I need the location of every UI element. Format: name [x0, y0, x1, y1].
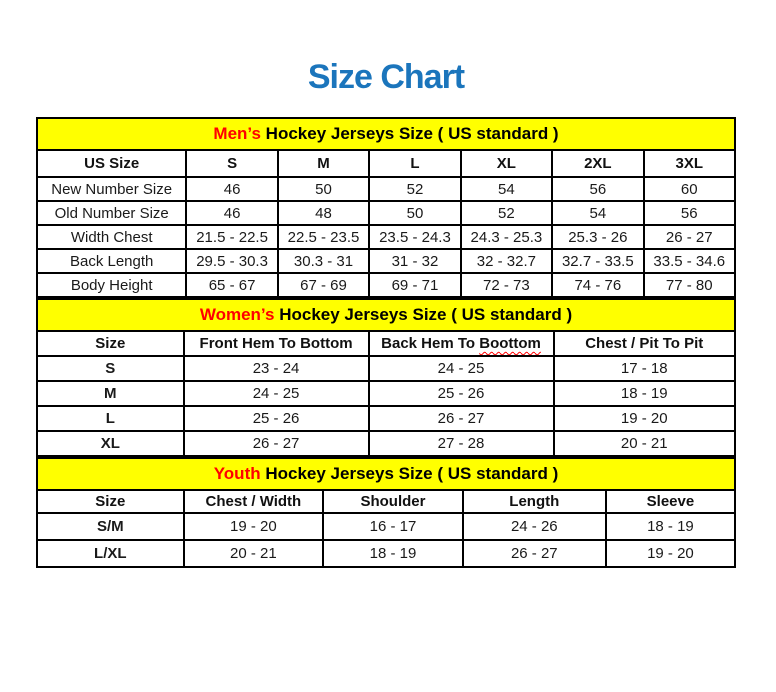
womens-header-row [37, 331, 735, 356]
column-header: Sleeve [606, 490, 735, 513]
row-label: M [37, 381, 184, 406]
column-header: Back Hem To Boottom [369, 331, 554, 356]
size-value-cell: 18 - 19 [323, 540, 463, 567]
size-value-cell: 69 - 71 [369, 273, 460, 297]
size-value-cell: 46 [186, 201, 277, 225]
size-value-cell: 25 - 26 [184, 406, 369, 431]
row-label: L/XL [37, 540, 184, 567]
size-value-cell: 56 [552, 177, 643, 201]
youth-size-table [36, 457, 736, 568]
size-value-cell: 24.3 - 25.3 [461, 225, 552, 249]
page-title: Size Chart [307, 58, 465, 96]
size-value-cell: 20 - 21 [184, 540, 324, 567]
mens-section-title: Men’s Hockey Jerseys Size ( US standard ) [37, 118, 735, 150]
mens-header-row [37, 150, 735, 177]
size-value-cell: 46 [186, 177, 277, 201]
size-value-cell: 52 [369, 177, 460, 201]
size-chart-page [36, 0, 736, 568]
table-row [37, 356, 735, 381]
size-value-cell: 29.5 - 30.3 [186, 249, 277, 273]
size-value-cell: 48 [278, 201, 369, 225]
table-row [37, 177, 735, 201]
size-value-cell: 52 [461, 201, 552, 225]
size-value-cell: 21.5 - 22.5 [186, 225, 277, 249]
size-value-cell: 19 - 20 [606, 540, 735, 567]
size-value-cell: 33.5 - 34.6 [644, 249, 735, 273]
size-value-cell: 26 - 27 [369, 406, 554, 431]
size-value-cell: 54 [552, 201, 643, 225]
size-value-cell: 24 - 25 [184, 381, 369, 406]
womens-section-title-highlight: Women’s [199, 305, 275, 325]
size-value-cell: 67 - 69 [278, 273, 369, 297]
table-row [37, 381, 735, 406]
size-value-cell: 77 - 80 [644, 273, 735, 297]
size-value-cell: 30.3 - 31 [278, 249, 369, 273]
mens-size-table [36, 117, 736, 298]
size-value-cell: 32.7 - 33.5 [552, 249, 643, 273]
size-value-cell: 54 [461, 177, 552, 201]
row-label: Old Number Size [37, 201, 186, 225]
column-header: US Size [37, 150, 186, 177]
column-header: Size [37, 331, 184, 356]
size-value-cell: 25.3 - 26 [552, 225, 643, 249]
size-value-cell: 23 - 24 [184, 356, 369, 381]
size-value-cell: 20 - 21 [554, 431, 735, 456]
row-label: Width Chest [37, 225, 186, 249]
size-value-cell: 18 - 19 [606, 513, 735, 540]
column-header: XL [461, 150, 552, 177]
womens-section-band [37, 299, 735, 331]
youth-section-title-highlight: Youth [213, 464, 261, 484]
size-value-cell: 56 [644, 201, 735, 225]
mens-section-title-highlight: Men’s [213, 124, 261, 144]
table-row [37, 273, 735, 297]
table-row [37, 225, 735, 249]
womens-size-table [36, 298, 736, 457]
size-value-cell: 16 - 17 [323, 513, 463, 540]
size-value-cell: 26 - 27 [463, 540, 606, 567]
mens-section-band [37, 118, 735, 150]
size-value-cell: 50 [369, 201, 460, 225]
column-header: S [186, 150, 277, 177]
size-value-cell: 24 - 26 [463, 513, 606, 540]
youth-section-band [37, 458, 735, 490]
row-label: XL [37, 431, 184, 456]
row-label: L [37, 406, 184, 431]
table-row [37, 249, 735, 273]
size-value-cell: 27 - 28 [369, 431, 554, 456]
size-value-cell: 22.5 - 23.5 [278, 225, 369, 249]
row-label: Body Height [37, 273, 186, 297]
size-value-cell: 17 - 18 [554, 356, 735, 381]
misspelled-word: Boottom [479, 335, 541, 353]
column-header: Size [37, 490, 184, 513]
size-value-cell: 32 - 32.7 [461, 249, 552, 273]
column-header: L [369, 150, 460, 177]
size-value-cell: 26 - 27 [184, 431, 369, 456]
table-row [37, 431, 735, 456]
column-header: Chest / Pit To Pit [554, 331, 735, 356]
size-tables [36, 117, 736, 568]
size-value-cell: 23.5 - 24.3 [369, 225, 460, 249]
youth-section-title: Youth Hockey Jerseys Size ( US standard ) [37, 458, 735, 490]
size-value-cell: 60 [644, 177, 735, 201]
size-value-cell: 19 - 20 [554, 406, 735, 431]
table-row [37, 540, 735, 567]
size-value-cell: 50 [278, 177, 369, 201]
column-header: M [278, 150, 369, 177]
youth-header-row [37, 490, 735, 513]
womens-section-title: Women’s Hockey Jerseys Size ( US standard ) [37, 299, 735, 331]
size-value-cell: 31 - 32 [369, 249, 460, 273]
row-label: S/M [37, 513, 184, 540]
size-value-cell: 24 - 25 [369, 356, 554, 381]
size-value-cell: 19 - 20 [184, 513, 324, 540]
size-value-cell: 25 - 26 [369, 381, 554, 406]
size-value-cell: 26 - 27 [644, 225, 735, 249]
row-label: S [37, 356, 184, 381]
size-value-cell: 74 - 76 [552, 273, 643, 297]
column-header: Front Hem To Bottom [184, 331, 369, 356]
size-value-cell: 18 - 19 [554, 381, 735, 406]
row-label: New Number Size [37, 177, 186, 201]
size-value-cell: 65 - 67 [186, 273, 277, 297]
column-header: Shoulder [323, 490, 463, 513]
table-row [37, 406, 735, 431]
table-row [37, 513, 735, 540]
row-label: Back Length [37, 249, 186, 273]
column-header: 2XL [552, 150, 643, 177]
column-header: 3XL [644, 150, 735, 177]
size-value-cell: 72 - 73 [461, 273, 552, 297]
column-header: Length [463, 490, 606, 513]
column-header: Chest / Width [184, 490, 324, 513]
table-row [37, 201, 735, 225]
